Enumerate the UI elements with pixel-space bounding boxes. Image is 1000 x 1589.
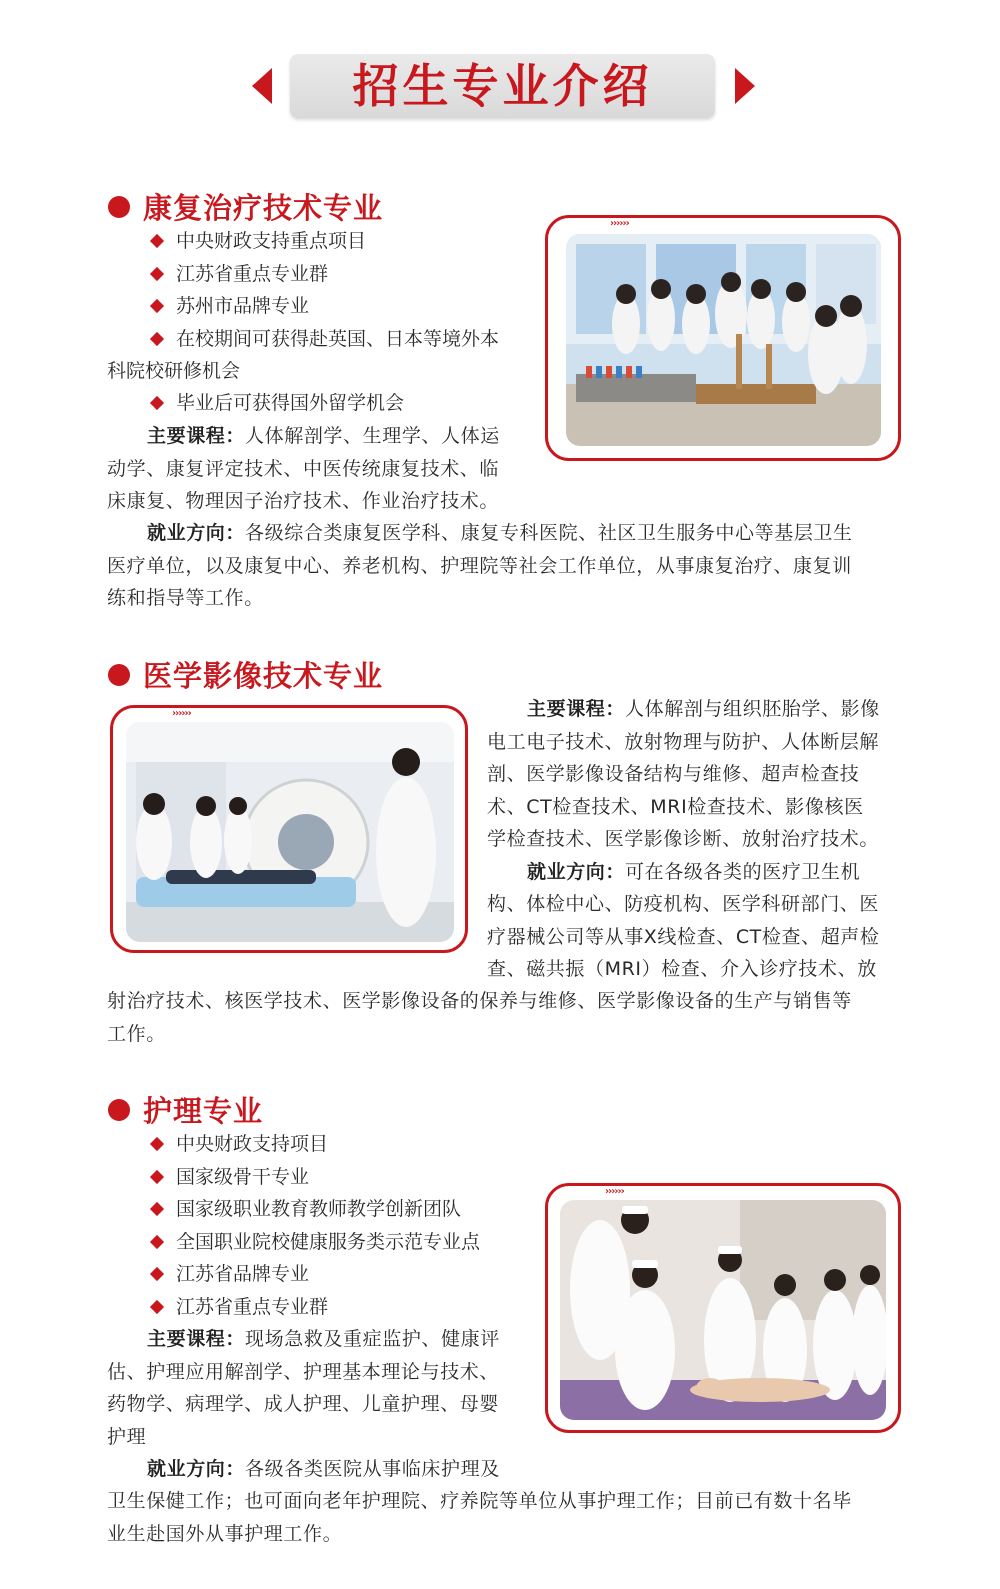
section-imaging-jobs: 射治疗技术、核医学技术、医学影像设备的保养与维修、医学影像设备的生产与销售等 工作。 xyxy=(107,990,852,1045)
section-rehab-bullets xyxy=(146,225,546,355)
list-item: 国家级骨干专业 xyxy=(146,1161,546,1194)
list-item: 江苏省品牌专业 xyxy=(146,1258,546,1291)
section-rehab-courses: 主要课程：人体解剖学、生理学、人体运 动学、康复评定技术、中医传统康复技术、临 床康复、物理因子治疗技术、作业治疗技术。 xyxy=(107,425,500,512)
list-item: 江苏省重点专业群 xyxy=(146,258,546,291)
dot-icon xyxy=(108,664,130,686)
diamond-icon xyxy=(150,266,164,280)
diamond-icon xyxy=(150,1234,164,1248)
section-title-text: 医学影像技术专业 xyxy=(143,659,384,693)
page-title: 招生专业介绍 xyxy=(352,59,653,113)
section-imaging-courses: 主要课程：人体解剖与组织胚胎学、影像 电工电子技术、放射物理与防护、人体断层解 剖、医学影像设备结构与维修、超声检查技 术、CT检查技术、MRI检查技术、影像核医 学检查技术、医学影像诊断、放射治疗技术。 就业方向：可在各级各类的医疗卫生机 构、体检中心、防疫机构、医学科研部门、医 疗器械公司等从事X线检查、CT检查、超声检 查、磁共振（MRI）检查、介入诊疗技术、放 xyxy=(487,698,880,980)
job-label: 就业方向： xyxy=(147,522,246,544)
list-item: 江苏省重点专业群 xyxy=(146,1291,546,1324)
diamond-icon xyxy=(150,1137,164,1151)
section-imaging-title xyxy=(108,654,383,695)
section-nursing-title xyxy=(108,1089,263,1130)
right-triangle-icon xyxy=(735,68,755,104)
dot-icon xyxy=(108,196,130,218)
diamond-icon xyxy=(150,1202,164,1216)
list-item: 全国职业院校健康服务类示范专业点 xyxy=(146,1226,546,1259)
diamond-icon xyxy=(150,1299,164,1313)
job-label: 就业方向： xyxy=(527,860,626,883)
diamond-icon xyxy=(150,396,164,410)
chevron-arrows-icon: ›››››› xyxy=(605,1186,624,1197)
course-label: 主要课程： xyxy=(147,1328,246,1350)
section-rehab-title xyxy=(108,186,383,227)
left-triangle-icon xyxy=(252,68,272,104)
list-item: 中央财政支持项目 xyxy=(146,1128,546,1161)
list-item: 在校期间可获得赴英国、日本等境外本 xyxy=(146,323,546,356)
diamond-icon xyxy=(150,234,164,248)
list-item: 苏州市品牌专业 xyxy=(146,290,546,323)
diamond-icon xyxy=(150,1267,164,1281)
nursing-training-photo xyxy=(560,1200,886,1420)
section-nursing-jobs: 卫生保健工作；也可面向老年护理院、疗养院等单位从事护理工作；目前已有数十名毕 业生赴国外从事护理工作。 xyxy=(107,1490,852,1545)
chevron-arrows-icon: ›››››› xyxy=(172,708,191,719)
section-nursing-bullets xyxy=(146,1128,546,1323)
list-item: 中央财政支持重点项目 xyxy=(146,225,546,258)
chevron-arrows-icon: ›››››› xyxy=(610,218,629,229)
ct-scanner-photo xyxy=(126,722,454,942)
list-item: 国家级职业教育教师教学创新团队 xyxy=(146,1193,546,1226)
list-item: 毕业后可获得国外留学机会 xyxy=(146,387,404,420)
section-title-text: 康复治疗技术专业 xyxy=(143,191,384,225)
diamond-icon xyxy=(150,331,164,345)
section-title-text: 护理专业 xyxy=(143,1094,264,1128)
course-label: 主要课程： xyxy=(147,425,246,447)
course-label: 主要课程： xyxy=(527,698,626,720)
rehab-lab-photo xyxy=(566,234,881,446)
dot-icon xyxy=(108,1099,130,1121)
diamond-icon xyxy=(150,1169,164,1183)
diamond-icon xyxy=(150,299,164,313)
section-nursing-courses: 主要课程：现场急救及重症监护、健康评 估、护理应用解剖学、护理基本理论与技术、 药物学、病理学、成人护理、儿童护理、母婴 护理 就业方向：各级各类医院从事临床护理及 xyxy=(107,1328,500,1480)
job-label: 就业方向： xyxy=(147,1458,246,1480)
section-rehab-jobs: 就业方向：各级综合类康复医学科、康复专科医院、社区卫生服务中心等基层卫生 医疗单位，以及康复中心、养老机构、护理院等社会工作单位，从事康复治疗、康复训 练和指导等工作。 xyxy=(107,522,853,609)
header-banner xyxy=(290,54,715,118)
list-item-wrap: 科院校研修机会 xyxy=(107,360,241,382)
